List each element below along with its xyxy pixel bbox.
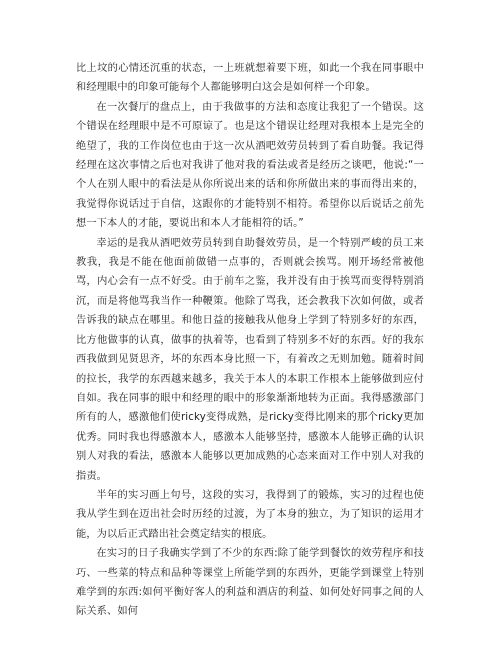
paragraph-3: 幸运的是我从酒吧效劳员转到自助餐效劳员，是一个特别严峻的员工来教我，我是不能在他面前做错一点事的，否则就会挨骂。刚开场经常被他骂，内心会有一点不好受。由于前车之鉴，我并没有由于挨骂而变得特别消沉，而是将他骂我当作一种鞭策。他除了骂我，还会教我下次如何做，或者告诉我的缺点在哪里。和他日益的接触我从他身上学到了特别多好的东西，比方他做事的认真，做事的执着等，也看到了特别多不好的东西。好的我东西我做到见贤思齐，坏的东西本身比照一下，有着改之无则加勉。随着时间的拉长，我学的东西越来越多，我关于本人的本职工作根本上能够做到应付自如。我在同事的眼中和经理的眼中的形象渐渐地转为正面。我得感激部门所有的人，感激他们使ricky变得成熟，是ricky变得比刚来的那个ricky更加优秀。同时我也得感激本人，感激本人能够坚持，感激本人能够正确的认识别人对我的看法，感激本人能够以更加成熟的心态来面对工作中别人对我的指责。 bbox=[76, 237, 424, 482]
paragraph-2: 在一次餐厅的盘点上，由于我做事的方法和态度让我犯了一个错误。这个错误在经理眼中是不可原谅了。也是这个错误让经理对我根本上是完全的绝望了，我的工作岗位也由于这一次从酒吧效劳员转到了看自助餐。我记得经理在这次事情之后也对我讲了他对我的看法或者是经历之谈吧，他说:“一个人在别人眼中的看法是从你所说出来的话和你所做出来的事而得出来的，我觉得你说话过于自信，这跟你的才能特别不相符。希望你以后说话之前先想一下本人的才能，要说出和本人才能相符的话。” bbox=[76, 101, 424, 230]
paragraph-4: 半年的实习画上句号，这段的实习，我得到了的锻炼，实习的过程也使我从学生到在迈出社会时历经的过渡，为了本身的独立，为了知识的运用才能，为以后正式踏出社会奠定结实的根底。 bbox=[76, 489, 424, 540]
paragraph-1: 比上坟的心情还沉重的状态，一上班就想着要下班，如此一个我在同事眼中和经理眼中的印象可能每个人都能够明白这会是如何样一个印象。 bbox=[76, 63, 424, 94]
document-body bbox=[76, 59, 424, 622]
paragraph-5: 在实习的日子我确实学到了不少的东西:除了能学到餐饮的效劳程序和技巧、一些菜的特点和品种等课堂上所能学到的东西外，更能学到课堂上特别难学到的东西:如何平衡好客人的利益和酒店的利益、如何处好同事之间的人际关系、如何 bbox=[76, 548, 424, 618]
